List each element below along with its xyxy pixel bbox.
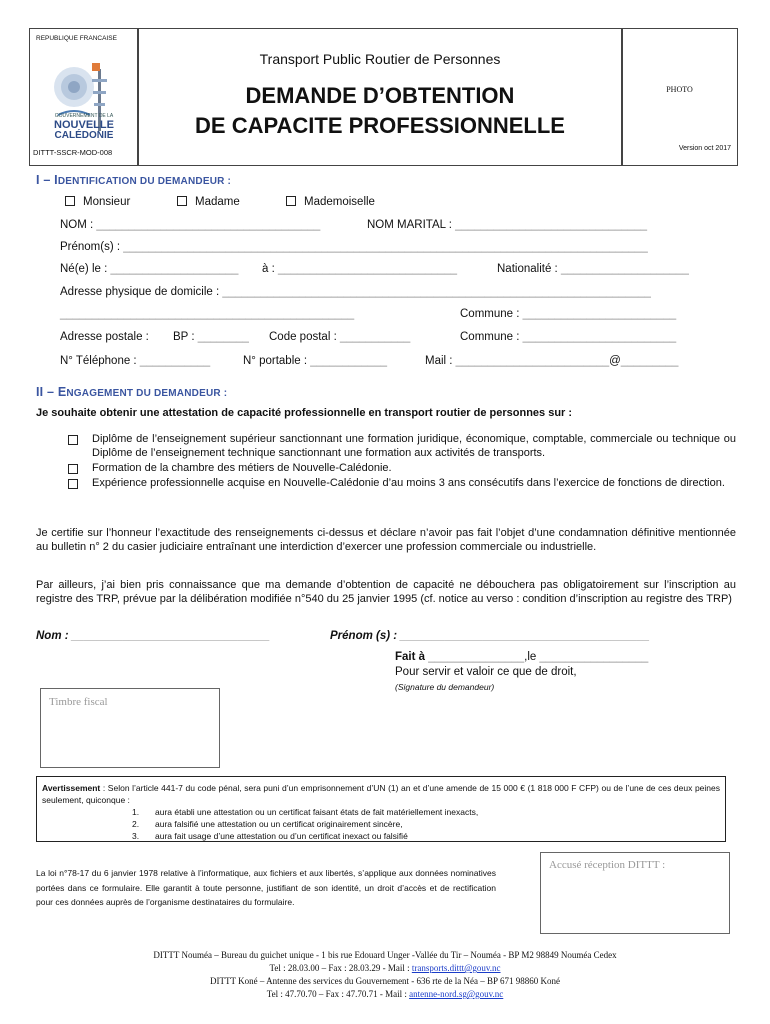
nom-marital-field[interactable]: NOM MARITAL : ______________________________	[367, 219, 648, 231]
adresse-field[interactable]: Adresse physique de domicile : ___________________________________________________________________	[60, 286, 651, 298]
footer-line2: Tel : 28.03.00 – Fax : 28.03.29 - Mail : transports.dittt@gouv.nc	[269, 963, 501, 973]
header-photo-cell	[621, 28, 738, 166]
option-diplome-text: Diplôme de l’enseignement supérieur sanctionnant une formation juridique, économique, comptable, commerciale ou technique ou Diplôme de l’enseignement technique sanctionnant une formation aux activités de transports.	[92, 433, 736, 459]
footer-line3: DITTT Koné – Antenne des services du Gouvernement - 636 rte de la Néa – BP 671 98860 Koné	[210, 976, 560, 986]
checkbox-madame[interactable]: Madame	[177, 196, 240, 208]
avertissement-text: Avertissement : Selon l’article 441-7 du code pénal, sera puni d’un emprisonnement d’UN (1) an et d’une amende de 15 000 € (1 818 000 F CFP) ou de l’une de ces deux peines seulement, quiconque :	[42, 783, 720, 805]
logo-line1: GOUVERNEMENT DE LA	[54, 113, 114, 119]
nationalite-field[interactable]: Nationalité : ____________________	[497, 263, 689, 275]
footer-line1: DITTT Nouméa – Bureau du guichet unique - 1 bis rue Edouard Unger -Vallée du Tir – Nouméa - BP M2 98849 Nouméa Cedex	[153, 950, 617, 960]
section2-title: II – ENGAGEMENT DU DEMANDEUR :	[36, 385, 228, 399]
title-line1: DEMANDE D’OBTENTION	[245, 83, 515, 108]
loi-informatique-text: La loi n°78-17 du 6 janvier 1978 relative à l’informatique, aux fichiers et aux libertés, s’applique aux données nominatives portées dans ce formulaire. Elle garantit à toute personne, justifiant de son identité, un droit d’accès et de rectification pour ces données auprès de l’organisme destinataires du formulaire.	[36, 868, 496, 907]
bp-field[interactable]: BP : ________	[173, 331, 249, 343]
checkbox-icon	[177, 196, 187, 206]
nom-field[interactable]: NOM : ___________________________________	[60, 219, 321, 231]
certification-text: Je certifie sur l’honneur l’exactitude des renseignements ci-dessus et déclare n’avoir pas fait l’objet d’une condamnation définitive mentionnée au bulletin n° 2 du casier judiciaire entraînant une interdiction d’exercer une profession commerciale ou industrielle.	[36, 527, 736, 553]
pour-servir-text: Pour servir et valoir ce que de droit,	[395, 666, 577, 678]
commune-postale-field[interactable]: Commune : ________________________	[460, 331, 677, 343]
checkbox-icon	[286, 196, 296, 206]
timbre-fiscal-box	[40, 688, 220, 768]
date-naissance-field[interactable]: Né(e) le : ____________________	[60, 263, 239, 275]
commune-field[interactable]: Commune : ________________________	[460, 308, 677, 320]
logo-line3: CALÉDONIE	[54, 130, 114, 141]
adresse-postale-label: Adresse postale :	[60, 331, 149, 343]
avertissement-box	[36, 776, 726, 842]
option-list	[68, 432, 736, 490]
header-logo-cell	[29, 28, 139, 166]
avertissement-item-2: 2. aura falsifié une attestation ou un certificat originairement sincère,	[132, 819, 403, 829]
accuse-reception-box	[540, 852, 730, 934]
title-line2: DE CAPACITE PROFESSIONNELLE	[195, 113, 565, 138]
checkbox-icon	[65, 196, 75, 206]
logo-line2: NOUVELLE	[54, 119, 114, 131]
checkbox-icon	[68, 479, 78, 489]
prenoms-field[interactable]: Prénom(s) : __________________________________________________________________________________	[60, 241, 648, 253]
republique-label: REPUBLIQUE FRANCAISE	[36, 35, 117, 42]
fait-a-field[interactable]: Fait à _______________,le _________________	[395, 651, 649, 663]
checkbox-monsieur[interactable]: Monsieur	[65, 196, 130, 208]
signature-nom-field[interactable]: Nom : _______________________________	[36, 630, 271, 642]
footer-line4: Tel : 47.70.70 – Fax : 47.70.71 - Mail : antenne-nord.sg@gouv.nc	[266, 989, 504, 999]
engagement-lead: Je souhaite obtenir une attestation de capacité professionnelle en transport routier de personnes sur :	[36, 407, 573, 419]
telephone-field[interactable]: N° Téléphone : ___________	[60, 355, 211, 367]
option-formation[interactable]	[68, 461, 736, 475]
form-code: DITTT-SSCR-MOD-008	[33, 148, 113, 157]
option-experience[interactable]	[68, 476, 736, 490]
code-postal-field[interactable]: Code postal : ___________	[269, 331, 411, 343]
checkbox-icon	[68, 464, 78, 474]
mail-field[interactable]: Mail : ________________________@_________	[425, 355, 679, 367]
lieu-naissance-field[interactable]: à : ____________________________	[262, 263, 458, 275]
header-title-cell	[137, 28, 623, 166]
header-subtitle: Transport Public Routier de Personnes	[259, 51, 501, 67]
notice-text: Par ailleurs, j’ai bien pris connaissance que ma demande d’obtention de capacité ne débouchera pas obligatoirement sur l’inscription au registre des TRP, prévue par la délibération modifiée n°540 du 25 janvier 1995 (cf. notice au verso : condition d’inscription au registre des TRP)	[36, 579, 736, 605]
signature-prenoms-field[interactable]: Prénom (s) : _______________________________________	[330, 630, 650, 642]
option-experience-text: Expérience professionnelle acquise en Nouvelle-Calédonie d’au moins 3 ans consécutifs dans l’exercice de fonctions de direction.	[92, 477, 725, 489]
adresse-line2-field[interactable]: ______________________________________________	[60, 308, 355, 320]
timbre-fiscal-label: Timbre fiscal	[49, 696, 108, 708]
avertissement-item-3: 3. aura fait usage d’une attestation ou d’un certificat inexact ou falsifié	[132, 831, 408, 841]
section1-title: I – IDENTIFICATION DU DEMANDEUR :	[36, 173, 232, 187]
option-formation-text: Formation de la chambre des métiers de Nouvelle-Calédonie.	[92, 462, 392, 474]
accuse-reception-label: Accusé réception DITTT :	[549, 859, 666, 871]
portable-field[interactable]: N° portable : ____________	[243, 355, 387, 367]
signature-caption: (Signature du demandeur)	[395, 682, 495, 692]
checkbox-mademoiselle[interactable]: Mademoiselle	[286, 196, 375, 208]
version-label: Version oct 2017	[678, 145, 731, 152]
checkbox-icon	[68, 435, 78, 445]
photo-label: PHOTO	[666, 85, 693, 94]
avertissement-item-1: 1. aura établi une attestation ou un certificat faisant états de fait matériellement inexacts,	[132, 807, 479, 817]
option-diplome[interactable]	[68, 432, 736, 460]
footer-mail-noumea-link[interactable]: transports.dittt@gouv.nc	[411, 963, 501, 973]
footer-mail-kone-link[interactable]: antenne-nord.sg@gouv.nc	[409, 989, 504, 999]
